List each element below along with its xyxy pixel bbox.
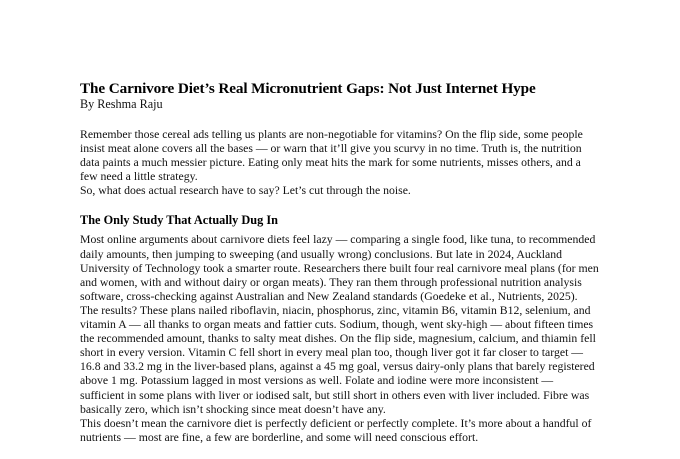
intro-paragraph-1: Remember those cereal ads telling us plants are non-negotiable for vitamins? On the flip side, some people insist meat alone covers all the bases — or warn that it’ll give you scurvy in no time. Truth is, the nutrition data paints a much messier picture. Eating only meat hits the mark for some nutrients, misses others, and a few need a little strategy. — [80, 128, 583, 184]
article — [80, 80, 600, 445]
article-title: The Carnivore Diet’s Real Micronutrient Gaps: Not Just Internet Hype — [80, 80, 536, 97]
section-heading: The Only Study That Actually Dug In — [80, 213, 278, 228]
body-paragraph-3: This doesn’t mean the carnivore diet is perfectly deficient or perfectly complete. It’s more about a handful of nutrients — most are fine, a few are borderline, and some will need conscious effort. — [80, 416, 592, 444]
section-spacer — [80, 198, 600, 213]
author-byline: By Reshma Raju — [80, 97, 163, 111]
body-paragraph-1: Most online arguments about carnivore diets feel lazy — comparing a single food, like tuna, to recommended daily amounts, then jumping to sweeping (and usually wrong) conclusions. But late in 2024, Auckland University of Technology took a smarter route. Researchers there built four real carnivore meal plans (for men and women, with and without dairy or organ meats). They ran them through professional nutrition analysis software, cross-checking against Australian and New Zealand standards (Goedeke et al., Nutrients, 2025). — [80, 233, 599, 303]
body-paragraph-2: The results? These plans nailed riboflavin, niacin, phosphorus, zinc, vitamin B6, vitamin B12, selenium, and vitamin A — all thanks to organ meats and fattier cuts. Sodium, though, went sky-high — about fifteen times the recommended amount, thanks to salty meat dishes. On the flip side, magnesium, calcium, and thiamin fell short in every version. Vitamin C fell short in every meal plan too, though liver got it far closer to target — 16.8 and 33.2 mg in the liver-based plans, against a 45 mg goal, versus dairy-only plans that barely registered above 1 mg. Potassium lagged in most versions as well. Folate and iodine were more inconsistent — sufficient in some plans with liver or iodised salt, but still short in others even with liver included. Fibre was basically zero, which isn’t shocking since meat doesn’t have any. — [80, 303, 596, 416]
intro-paragraph-2: So, what does actual research have to say? Let’s cut through the noise. — [80, 184, 411, 198]
